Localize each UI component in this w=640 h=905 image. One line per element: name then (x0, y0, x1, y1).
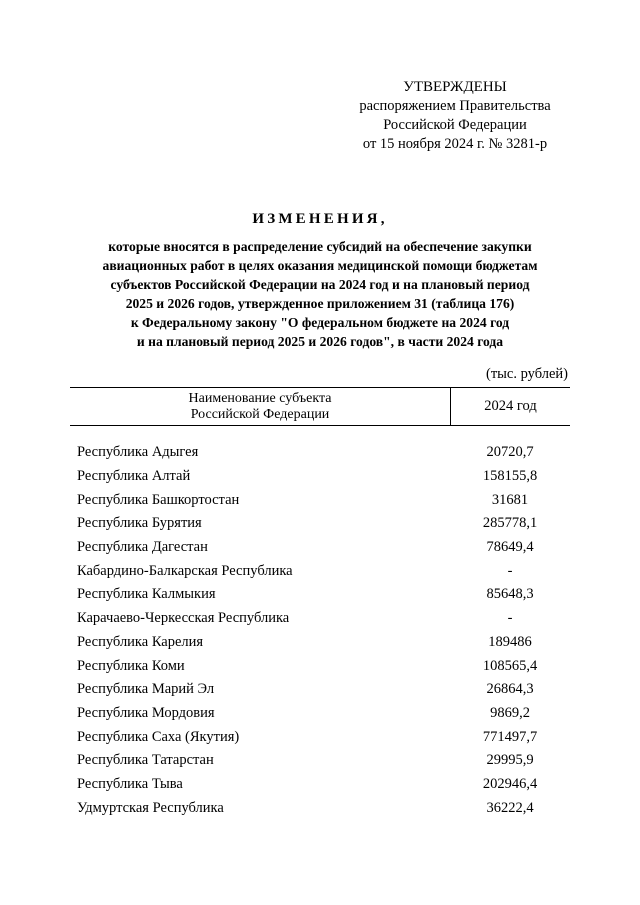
approval-heading: УТВЕРЖДЕНЫ (403, 79, 507, 95)
row-subject-name: Республика Коми (77, 657, 185, 674)
row-value-2024: 85648,3 (486, 586, 534, 603)
table-header (70, 387, 570, 426)
table-row (70, 631, 570, 655)
row-value-2024: 9869,2 (490, 704, 530, 721)
row-subject-name: Республика Адыгея (77, 444, 199, 461)
row-value-2024: 285778,1 (482, 515, 538, 532)
row-subject-name: Республика Марий Эл (77, 681, 215, 698)
row-subject-name: Республика Башкортостан (77, 491, 240, 508)
approval-line-2: Российской Федерации (383, 117, 527, 133)
row-value-2024: 771497,7 (482, 728, 538, 745)
approval-block (350, 78, 560, 154)
row-subject-name: Республика Калмыкия (77, 586, 216, 603)
document-subtitle (70, 237, 570, 351)
subtitle-line: субъектов Российской Федерации на 2024 год и на плановый период (110, 277, 530, 292)
table-row (70, 725, 570, 749)
subtitle-line: к Федеральному закону "О федеральном бюджете на 2024 год (130, 315, 510, 330)
row-value-2024: 36222,4 (486, 799, 534, 816)
row-subject-name: Республика Саха (Якутия) (77, 728, 240, 745)
row-value-2024: 158155,8 (482, 468, 538, 485)
table-row (70, 512, 570, 536)
unit-label: (тыс. рублей) (486, 366, 568, 382)
table-row (70, 536, 570, 560)
subtitle-line: 2025 и 2026 годов, утвержденное приложением 31 (таблица 176) (125, 296, 515, 311)
document-title: ИЗМЕНЕНИЯ, (252, 211, 388, 227)
table-row (70, 773, 570, 797)
table-row (70, 607, 570, 631)
table-row (70, 488, 570, 512)
row-subject-name: Карачаево-Черкесская Республика (77, 610, 290, 627)
table-row (70, 654, 570, 678)
subtitle-line: авиационных работ в целях оказания медицинской помощи бюджетам (102, 258, 538, 273)
row-value-2024: 26864,3 (486, 681, 534, 698)
row-value-2024: - (507, 562, 513, 579)
row-subject-name: Республика Дагестан (77, 539, 208, 556)
row-value-2024: 189486 (488, 633, 532, 650)
approval-line-3: от 15 ноября 2024 г. № 3281-р (362, 136, 548, 152)
table-body (70, 426, 570, 820)
row-value-2024: - (507, 610, 513, 627)
row-subject-name: Кабардино-Балкарская Республика (77, 562, 293, 579)
subtitle-line: и на плановый период 2025 и 2026 годов", в части 2024 года (136, 334, 504, 349)
row-subject-name: Республика Алтай (77, 468, 191, 485)
row-subject-name: Республика Мордовия (77, 704, 215, 721)
row-value-2024: 20720,7 (486, 444, 534, 461)
table-row (70, 702, 570, 726)
distribution-table (70, 387, 570, 820)
row-value-2024: 31681 (491, 491, 529, 508)
header-year: 2024 год (450, 388, 570, 425)
row-subject-name: Республика Карелия (77, 633, 204, 650)
row-subject-name: Республика Тыва (77, 775, 183, 792)
table-row (70, 465, 570, 489)
row-subject-name: Республика Бурятия (77, 515, 202, 532)
row-value-2024: 202946,4 (482, 775, 538, 792)
header-subject-name (70, 388, 450, 425)
table-row (70, 749, 570, 773)
row-subject-name: Удмуртская Республика (77, 799, 224, 816)
table-row (70, 678, 570, 702)
header-subject-line-1: Наименование субъекта (188, 391, 332, 406)
table-row (70, 441, 570, 465)
header-subject-line-2: Российской Федерации (190, 407, 330, 422)
row-value-2024: 78649,4 (486, 539, 534, 556)
table-row (70, 796, 570, 820)
approval-line-1: распоряжением Правительства (359, 98, 551, 114)
row-value-2024: 108565,4 (482, 657, 538, 674)
table-row (70, 559, 570, 583)
row-value-2024: 29995,9 (486, 752, 534, 769)
subtitle-line: которые вносятся в распределение субсидий на обеспечение закупки (108, 239, 532, 254)
row-subject-name: Республика Татарстан (77, 752, 214, 769)
table-row (70, 583, 570, 607)
